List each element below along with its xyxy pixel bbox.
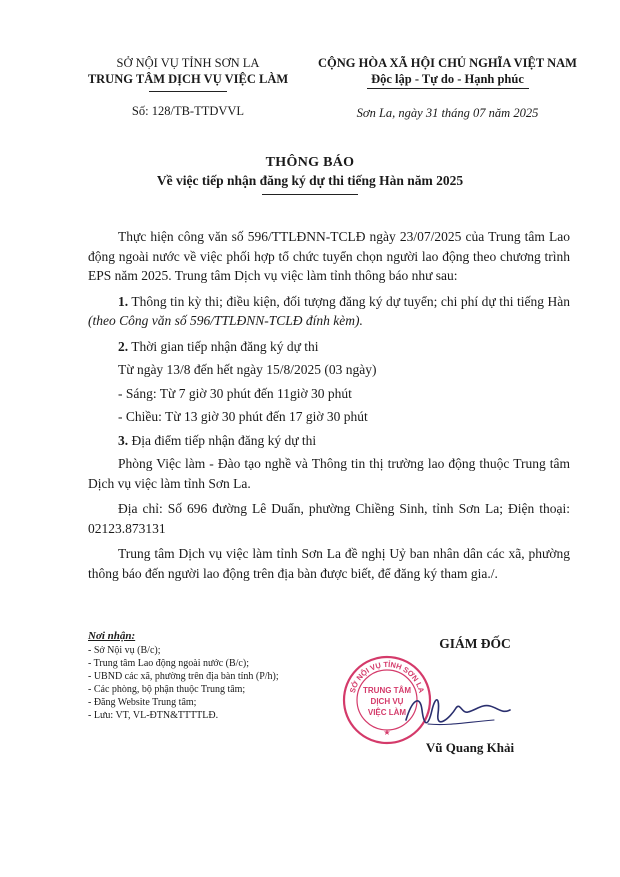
item-3-text: Địa điểm tiếp nhận đăng ký dự thi	[128, 432, 317, 448]
recipient-item: - Đăng Website Trung tâm;	[88, 697, 197, 708]
seal-center-line: VIỆC LÀM	[367, 708, 407, 717]
item-2	[88, 337, 570, 357]
item-3	[88, 431, 570, 451]
closing-paragraph: Trung tâm Dịch vụ việc làm tỉnh Sơn La đề nghị Uỷ ban nhân dân các xã, phường thông báo đến người lao động trên địa bàn được biết, để đăng ký tham gia./.	[88, 546, 570, 581]
agency-name: TRUNG TÂM DỊCH VỤ VIỆC LÀM	[87, 72, 289, 86]
recipients-list	[88, 630, 348, 722]
recipient-item: - UBND các xã, phường trên địa bàn tỉnh (P/h);	[88, 671, 279, 682]
signer-name: Vũ Quang Khải	[425, 740, 515, 755]
svg-text:★: ★	[383, 728, 391, 737]
agency-parent: SỞ NỘI VỤ TỈNH SƠN LA	[116, 56, 260, 70]
seal-center-line: DỊCH VỤ	[370, 697, 404, 706]
item-1-number: 1.	[118, 293, 129, 309]
item-1	[88, 292, 570, 331]
seal-center-line: TRUNG TÂM	[363, 686, 411, 695]
recipients-heading: Nơi nhận:	[88, 630, 136, 642]
item-2-text: Thời gian tiếp nhận đăng ký dự thi	[128, 338, 319, 354]
signer-title: GIÁM ĐỐC	[439, 636, 511, 651]
seal-ring-text: SỞ NỘI VỤ TỈNH SƠN LA	[347, 659, 427, 694]
agency-block	[78, 55, 298, 92]
national-motto: Độc lập - Tự do - Hạnh phúc	[371, 72, 524, 86]
agency-underline	[149, 91, 227, 92]
item-3-number: 3.	[118, 432, 129, 448]
recipient-item: - Các phòng, bộ phận thuộc Trung tâm;	[88, 684, 246, 695]
item-2-afternoon: - Chiều: Từ 13 giờ 30 phút đến 17 giờ 30 phút	[118, 409, 368, 424]
item-1-text: Thông tin kỳ thi; điều kiện, đối tượng đăng ký dự tuyển; chi phí dự thi tiếng Hàn	[128, 293, 570, 309]
document-title: THÔNG BÁO	[265, 155, 355, 170]
item-2-number: 2.	[118, 338, 129, 354]
item-3-address: Địa chỉ: Số 696 đường Lê Duẩn, phường Chiềng Sinh, tỉnh Sơn La; Điện thoại: 02123.873131	[88, 501, 570, 536]
recipient-item: - Trung tâm Lao động ngoài nước (B/c);	[88, 658, 249, 669]
national-block	[305, 55, 590, 89]
document-body	[88, 227, 570, 589]
item-2-morning: - Sáng: Từ 7 giờ 30 phút đến 11giờ 30 phút	[118, 385, 352, 401]
intro-paragraph: Thực hiện công văn số 596/TTLĐNN-TCLĐ ngày 23/07/2025 của Trung tâm Lao động ngoài nước về việc phối hợp tổ chức tuyển chọn người lao động theo chương trình EPS năm 2025. Trung tâm Dịch vụ việc làm tỉnh thông báo như sau:	[88, 229, 570, 283]
document-subtitle: Về việc tiếp nhận đăng ký dự thi tiếng Hàn năm 2025	[156, 173, 464, 188]
motto-underline	[367, 88, 529, 89]
item-1-note: (theo Công văn số 596/TTLĐNN-TCLĐ đính kèm).	[88, 313, 363, 328]
place-date: Sơn La, ngày 31 tháng 07 năm 2025	[356, 106, 539, 120]
recipient-item: - Sở Nội vụ (B/c);	[88, 645, 161, 656]
national-title: CỘNG HÒA XÃ HỘI CHỦ NGHĨA VIỆT NAM	[318, 56, 577, 70]
signature-icon	[398, 680, 518, 740]
document-number: Số: 128/TB-TTDVVL	[131, 104, 245, 118]
item-2-range: Từ ngày 13/8 đến hết ngày 15/8/2025 (03 ngày)	[118, 362, 377, 377]
recipient-item: - Lưu: VT, VL-ĐTN&TTTTLĐ.	[88, 710, 219, 721]
title-underline	[262, 194, 358, 195]
item-3-place: Phòng Việc làm - Đào tạo nghề và Thông tin thị trường lao động thuộc Trung tâm Dịch vụ việc làm tỉnh Sơn La.	[88, 456, 570, 491]
